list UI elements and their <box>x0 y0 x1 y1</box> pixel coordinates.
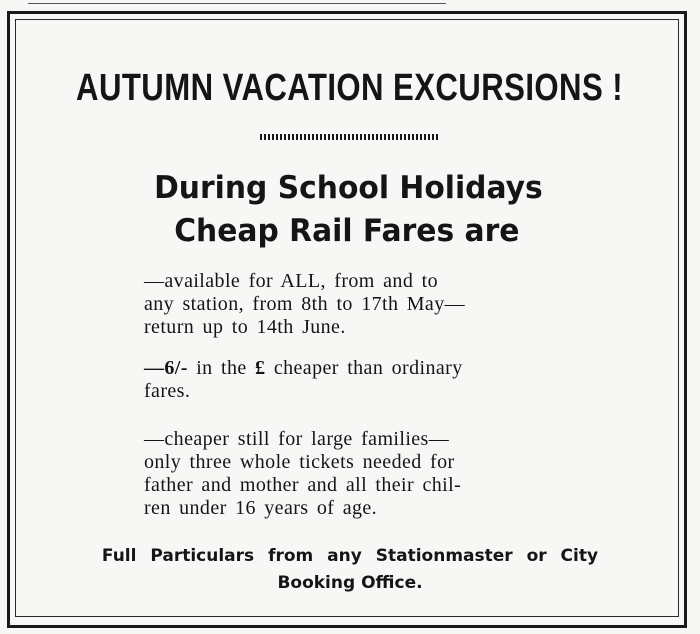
dotted-divider <box>260 134 438 140</box>
headline-text: AUTUMN VACATION EXCURSIONS ! <box>76 67 624 109</box>
footer-line-2-text: Booking Office. <box>277 573 423 593</box>
paragraph-line: any station, from 8th to 17th May— <box>144 293 466 315</box>
footer-line-1 <box>0 543 700 569</box>
paragraph-line: only three whole tickets needed for <box>144 451 455 473</box>
discount-text-end: cheaper than ordinary <box>265 357 463 379</box>
headline <box>0 57 700 119</box>
subheading-line-1 <box>0 168 698 208</box>
paragraph-discount <box>144 357 564 403</box>
paragraph-availability <box>144 270 564 339</box>
paragraph-line: fares. <box>144 380 191 402</box>
subheading-line-2-text: Cheap Rail Fares are <box>174 213 520 249</box>
paragraph-line <box>144 357 564 380</box>
discount-amount: —6/- <box>144 357 188 379</box>
discount-text: in the <box>187 357 256 379</box>
paragraph-families <box>144 428 564 520</box>
footer-line-2 <box>0 570 700 596</box>
subheading-line-1-text: During School Holidays <box>153 170 543 206</box>
paragraph-line: —available for ALL, from and to <box>144 270 438 292</box>
paragraph-line: father and mother and all their chil- <box>144 474 462 496</box>
paragraph-line: —cheaper still for large families— <box>144 428 450 450</box>
footer-line-1-text: Full Particulars from any Stationmaster or City <box>101 546 599 566</box>
top-rule <box>28 3 446 4</box>
paragraph-line: ren under 16 years of age. <box>144 497 378 519</box>
pound-symbol: £ <box>255 357 266 379</box>
paragraph-line: return up to 14th June. <box>144 316 346 338</box>
subheading-line-2 <box>0 211 697 251</box>
